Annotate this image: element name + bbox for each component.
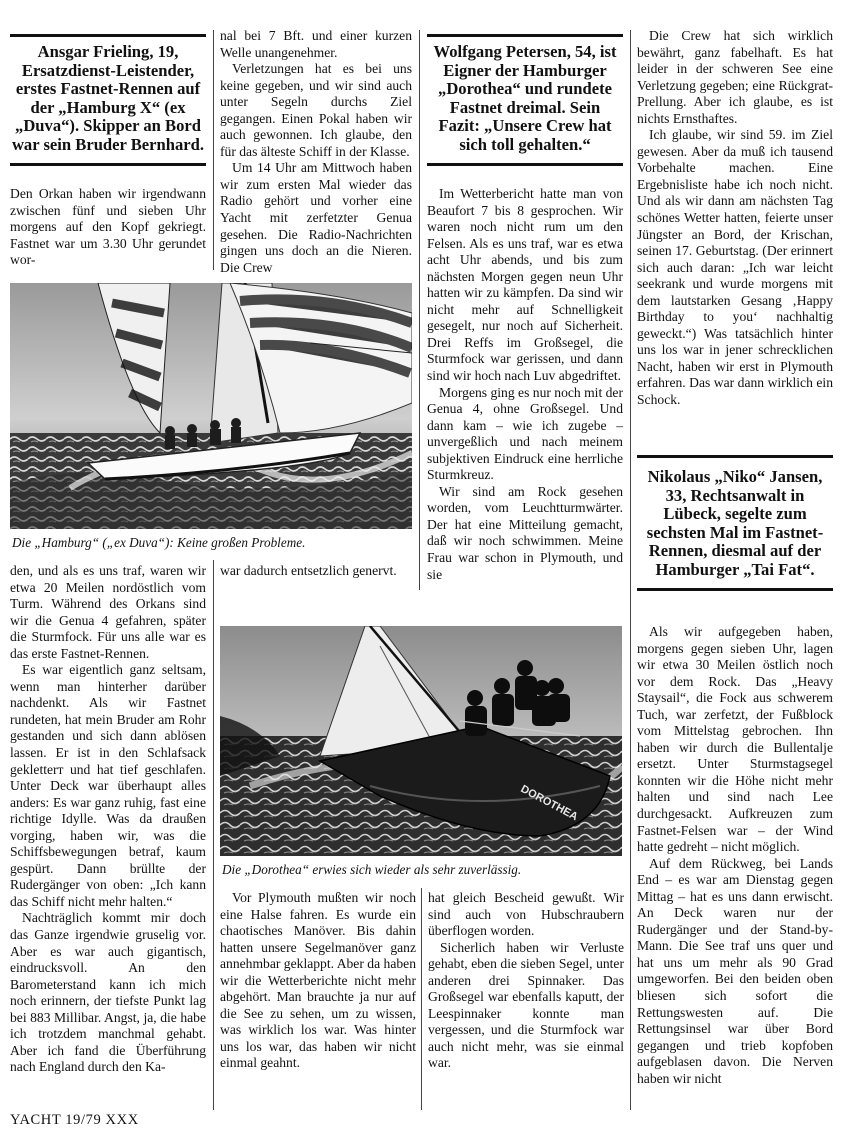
paragraph: Es war eigentlich ganz seltsam, wenn man hinterher darüber nachdenkt. Als wir Fastnet rundeten, hat mein Bruder am Rohr gestanden und sich dann ablösen lassen. Er ist in den Schlafsack gekletterт und hat tief geschlafen. Unter Deck war überhaupt alles anders: Es war ganz ruhig, fast eine richtige Idylle. Was da draußen vorging, haben wir, was die Schiffsbewegungen betraf, kaum gespürt. Dann brüllte der Rudergänger von oben: „Ich kann das Schiff nicht mehr halten.“	[10, 662, 206, 909]
dorothea-yacht-photo	[220, 626, 622, 856]
column-1-top	[10, 186, 206, 269]
paragraph: Morgens ging es nur noch mit der Genua 4, ohne Großsegel. Und dann kam – wie ich zugebe – unvergeßlich und nach meinem subjektiven Eindruck eine herrliche Sturmkreuz.	[427, 384, 623, 483]
hamburg-photo-caption: Die „Hamburg“ („ex Duva“): Keine großen Probleme.	[12, 535, 306, 550]
jansen-intro-text: Nikolaus „Niko“ Jansen, 33, Rechtsanwalt in Lübeck, segelte zum sechsten Mal im Fastnet-Rennen, diesmal auf der Hamburger „Tai Fat“.	[646, 467, 824, 579]
paragraph: Verletzungen hat es bei uns keine gegeben, und wir sind auch unter Segeln durchs Ziel gegangen. Einen Pokal haben wir auch gewonnen. Ich glaube, den für das älteste Schiff in der Klasse.	[220, 61, 412, 159]
dorothea-hull-lettering: DOROTHEA	[518, 783, 580, 824]
paragraph: Nachträglich kommt mir doch das Ganze irgendwie gruselig vor. Aber es war auch gigantisch, eindrucksvoll. An den Barometerstand kann ich mich noch erinnern, der tiefste Punkt lag bei 883 Millibar. Angst, ja, die habe ich trotzdem manchmal gehabt. Aber ich fand die Überführung nach England durch den Ka-	[10, 910, 206, 1075]
paragraph: den, und als es uns traf, waren wir etwa 20 Meilen nordöstlich vom Turm. Während des Orkans sind wir die Genua 4 gefahren, später die Sturmfock. Für uns alle war es das erste Fastnet-Rennen.	[10, 563, 206, 661]
paragraph: nal bei 7 Bft. und einer kurzen Welle unangenehmer.	[220, 28, 412, 60]
petersen-intro-box	[427, 34, 623, 166]
column-rule-3	[630, 30, 631, 1110]
paragraph: Als wir aufgegeben haben, morgens gegen sieben Uhr, lagen wir etwa 30 Meilen östlich noch vor dem Rock. Das „Heavy Staysail“, die Fock aus schwerem Tuch, war zerfetzt, der Fußblock vom Mittelstag gebrochen. Ihn haben wir durch die Bullentalje ersetzt. Unter Sturmstagsegel konnten wir die Höhe nicht mehr halten und sind nach Lee durchgesackt. Aufkreuzen zum Fastnet-Felsen war – der Wind hatte gedreht – nicht möglich.	[637, 624, 833, 855]
frieling-intro-box	[10, 34, 206, 166]
paragraph: Die Crew hat sich wirklich bewährt, ganz fabelhaft. Es hat leider in der schweren See eine Verletzung gegeben; eine Rückgrat-Prellung. Aber ich glaube, es ist nichts Ernsthaftes.	[637, 28, 833, 126]
column-4-bottom	[637, 624, 833, 1087]
column-2-bottom	[220, 890, 416, 1072]
column-rule-2-lower	[421, 888, 422, 1110]
jansen-intro-box	[637, 455, 833, 591]
petersen-intro-text: Wolfgang Petersen, 54, ist Eigner der Hamburger „Dorothea“ und rundete Fastnet dreimal. Sein Fazit: „Unsere Crew hat sich toll gehalten.“	[433, 42, 617, 154]
column-3-bottom	[428, 890, 624, 1072]
column-rule-1	[213, 30, 214, 270]
paragraph: Vor Plymouth mußten wir noch eine Halse fahren. Es wurde ein chaotisches Manöver. Bis dahin hatten unsere Segelmanöver ganz annehmbar geklappt. Aber da haben wir die Wetterberichte nicht mehr abgehört. Man brauchte ja nur auf die See zu sehen, um zu wissen, was wirklich los war. Was hinter uns los war, das haben wir nicht einmal geahnt.	[220, 890, 416, 1071]
paragraph: Den Orkan haben wir irgendwann zwischen fünf und sieben Uhr morgens auf den Kopf gekriegt. Fastnet war um 3.30 Uhr gerundet wor-	[10, 186, 206, 268]
column-rule-2	[419, 30, 420, 590]
column-1-bottom	[10, 563, 206, 1076]
hamburg-yacht-image	[10, 283, 412, 529]
paragraph: Auf dem Rückweg, bei Lands End – es war am Dienstag gegen Mittag – hat es uns dann erwischt. An Deck waren nur der Rudergänger und der Stand-by-Mann. Die See traf uns quer und hat uns um mehr als 90 Grad umgeworfen. Bei den beiden oben bliesen sich sofort die Rettungswesten auf. Die Rettungsinsel war über Bord gegangen und trieb kopfoben aufgeblasen davon. Die Nerven haben wir nicht	[637, 855, 833, 1086]
hamburg-yacht-photo	[10, 283, 412, 529]
dorothea-yacht-image	[220, 626, 622, 856]
paragraph: Um 14 Uhr am Mittwoch haben wir zum ersten Mal wieder das Radio gehört und vorher eine Yacht mit zerfetzter Genua gesehen. Die Radio-Nachrichten gingen uns doch an die Nieren. Die Crew	[220, 160, 412, 275]
frieling-intro-text: Ansgar Frieling, 19, Ersatzdienst-Leistender, erstes Fastnet-Rennen auf der „Hamburg X“ (ex „Duva“). Skipper an Bord war sein Bruder Bernhard.	[11, 42, 205, 154]
paragraph: war dadurch entsetzlich genervt.	[220, 563, 397, 578]
column-rule-1-lower	[213, 560, 214, 1110]
dorothea-photo-caption: Die „Dorothea“ erwies sich wieder als sehr zuverlässig.	[222, 862, 522, 877]
paragraph: Ich glaube, wir sind 59. im Ziel gewesen. Aber da muß ich tausend Vorbehalte machen. Eine Ergebnisliste habe ich noch nicht. Und als wir dann am nächsten Tag schönes Wetter hatten, feierte unser Jüngster an Bord, der Krischan, seinen 17. Geburtstag. (Der erinnert sich auch daran: „Ich war leicht seekrank und wurde morgens mit dem lautstarken Gesang ‚Happy Birthday to you‘ nachhaltig geweckt.“) Was tatsächlich hinter uns los war in jener schrecklichen Nacht, haben wir erst in Plymouth erfahren. Das war dann wirklich ein Schock.	[637, 127, 833, 408]
paragraph: Im Wetterbericht hatte man von Beaufort 7 bis 8 gesprochen. Wir waren noch nicht rum um den Felsen. Als es uns traf, war es etwa acht Uhr abends, und bis zum nächsten Morgen gegen neun Uhr hatten wir zu kämpfen. Da sind wir nicht mehr auf Schnelligkeit gesegelt, nur noch auf Sicherheit. Drei Reffs im Großsegel, die Sturmfock war gerissen, und dann sind wir hoch nach Luv abgedriftet.	[427, 186, 623, 384]
column-3-top	[427, 186, 623, 583]
column-2-mid	[220, 563, 412, 580]
column-2-top	[220, 28, 412, 276]
paragraph: Wir sind am Rock gesehen worden, vom Leuchtturmwärter. Der hat eine Mitteilung gemacht, daß wir noch schwimmen. Meine Frau war schon in Plymouth, und sie	[427, 483, 623, 582]
page-footer: YACHT 19/79 XXX	[10, 1112, 139, 1128]
column-4-top	[637, 28, 833, 409]
paragraph: hat gleich Bescheid gewußt. Wir sind auch von Hubschraubern überflogen worden.	[428, 890, 624, 939]
paragraph: Sicherlich haben wir Verluste gehabt, eben die sieben Segel, unter anderen drei Spinnaker. Das Großsegel war ebenfalls kaputt, der Leespinnaker konnte man vergessen, und die Sturmfock war auch nicht mehr, was sie einmal war.	[428, 939, 624, 1071]
